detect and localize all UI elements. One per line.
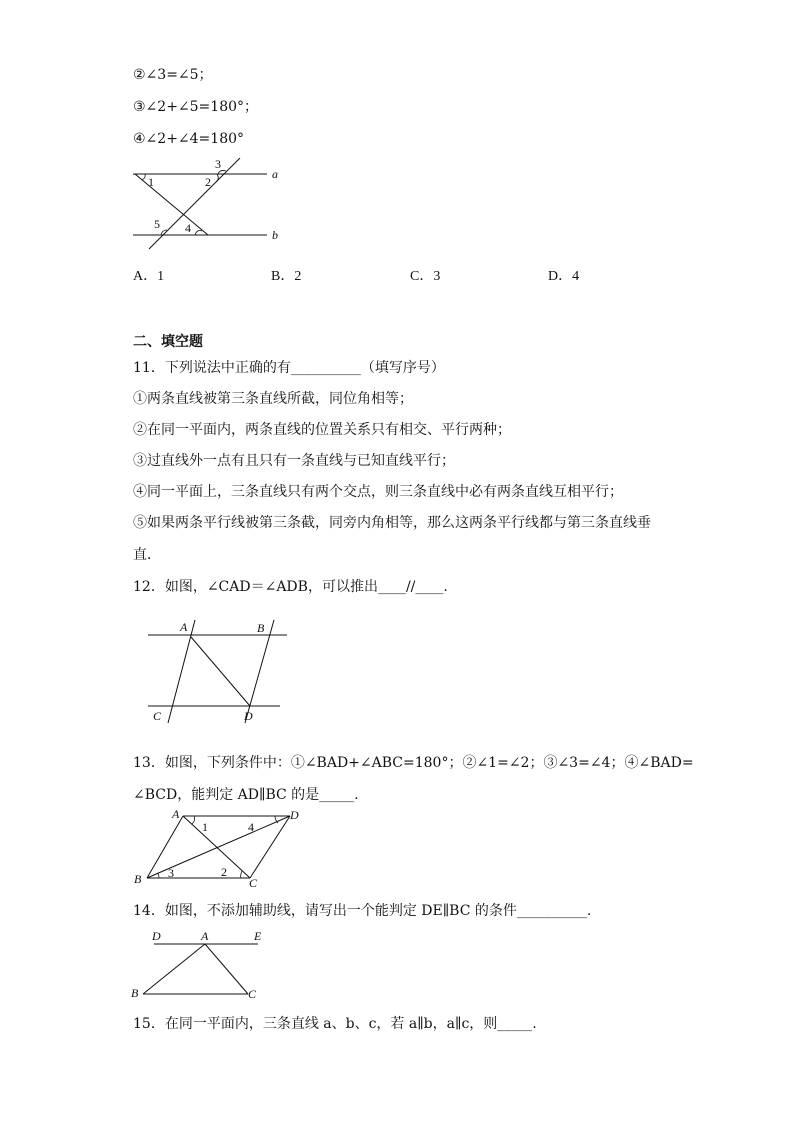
section-title: 二、填空题 bbox=[133, 334, 203, 350]
q10-statement-3: ③∠2+∠5=180°； bbox=[133, 99, 259, 115]
q13-label-3: 3 bbox=[168, 866, 174, 880]
q10-label-5: 5 bbox=[154, 217, 160, 231]
q11-suffix: （填写序号） bbox=[360, 360, 445, 376]
q13-label-a: A bbox=[172, 807, 180, 821]
q10-statement-4: ④∠2+∠4=180° bbox=[133, 131, 245, 147]
q11-item-3: ③过直线外一点有且只有一条直线与已知直线平行； bbox=[133, 453, 455, 469]
q11-item-1: ①两条直线被第三条直线所截，同位角相等； bbox=[133, 391, 413, 407]
q14-label-e: E bbox=[254, 929, 262, 943]
q14-stem: 14．如图，不添加辅助线，请写出一个能判定 DE∥BC 的条件__________. bbox=[133, 903, 592, 919]
q13-label-d: D bbox=[290, 808, 299, 822]
q10-figure bbox=[125, 155, 295, 250]
q12-label-d: D bbox=[244, 709, 253, 723]
q14-label-c: C bbox=[248, 987, 257, 1001]
q13-stem-line2: ∠BCD，能判定 AD∥BC 的是_____. bbox=[133, 787, 359, 803]
q10-option-b[interactable]: B．2 bbox=[271, 269, 302, 284]
q15-stem: 15．在同一平面内，三条直线 a、b、c，若 a∥b，a∥c，则_____. bbox=[133, 1016, 537, 1032]
q14-label-a: A bbox=[201, 929, 209, 943]
q14-label-b: B bbox=[131, 986, 139, 1000]
q13-label-2: 2 bbox=[221, 865, 227, 879]
q12-figure bbox=[140, 615, 295, 730]
q11-answer-blank[interactable]: __________ bbox=[290, 360, 361, 376]
q11-item-5: ⑤如果两条平行线被第三条截，同旁内角相等，那么这两条平行线都与第三条直线垂 bbox=[133, 515, 651, 531]
q10-option-a[interactable]: A．1 bbox=[133, 269, 165, 284]
q10-label-a: a bbox=[272, 167, 278, 181]
q13-label-4: 4 bbox=[248, 820, 254, 834]
q11-item-5-cont: 直． bbox=[133, 547, 161, 563]
q13-label-b: B bbox=[134, 872, 142, 886]
q13-label-c: C bbox=[249, 876, 258, 890]
q11-item-2: ②在同一平面内，两条直线的位置关系只有相交、平行两种； bbox=[133, 422, 511, 438]
q10-label-1: 1 bbox=[148, 175, 154, 189]
q12-stem: 12．如图，∠CAD＝∠ADB，可以推出____//____. bbox=[133, 579, 448, 595]
q14-figure bbox=[128, 926, 273, 1004]
q12-label-c: C bbox=[153, 709, 162, 723]
q14-label-d: D bbox=[152, 929, 161, 943]
q11-stem-text: 11．下列说法中正确的有 bbox=[133, 360, 291, 376]
q10-statement-2: ②∠3=∠5； bbox=[133, 67, 213, 83]
q10-label-2: 2 bbox=[205, 175, 211, 189]
q10-option-c[interactable]: C．3 bbox=[410, 269, 441, 284]
q10-option-d[interactable]: D．4 bbox=[548, 269, 580, 284]
q13-figure bbox=[130, 805, 310, 893]
q13-stem-line1: 13．如图，下列条件中：①∠BAD+∠ABC=180°；②∠1=∠2；③∠3=∠4；④∠BAD= bbox=[133, 755, 694, 771]
q10-label-4: 4 bbox=[185, 221, 191, 235]
q12-label-a: A bbox=[180, 620, 188, 634]
q12-label-b: B bbox=[257, 621, 265, 635]
q10-label-b: b bbox=[272, 228, 278, 242]
q13-label-1: 1 bbox=[202, 820, 208, 834]
q10-label-3: 3 bbox=[215, 157, 221, 171]
q11-item-4: ④同一平面上，三条直线只有两个交点，则三条直线中必有两条直线互相平行； bbox=[133, 484, 623, 500]
q11-stem bbox=[133, 359, 445, 377]
